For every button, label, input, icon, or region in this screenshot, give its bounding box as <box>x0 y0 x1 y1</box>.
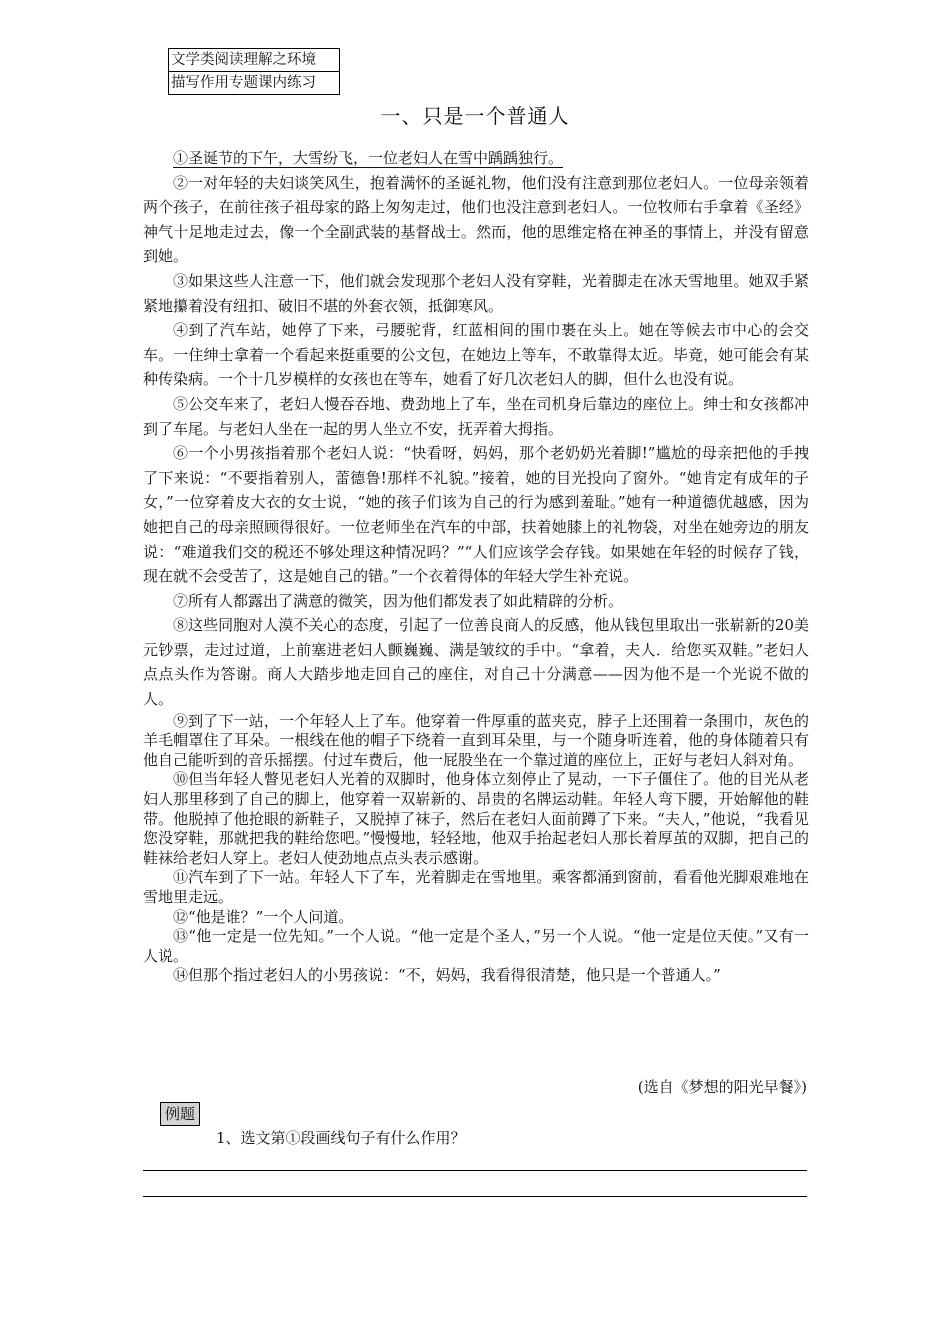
paragraph-8: ⑧这些同胞对人漠不关心的态度，引起了一位善良商人的反感，他从钱包里取出一张崭新的20美元钞票，走过过道，上前塞进老妇人颤巍巍、满是皱纹的手中。“拿着，夫人．给您买双鞋。”老妇人点点头作为答谢。商人大踏步地走回自己的座住，对自己十分满意——因为他不是一个光说不做的人。 <box>143 616 809 709</box>
paragraph-5: ⑤公交车来了，老妇人慢吞吞地、费劲地上了车，坐在司机身后靠边的座位上。绅士和女孩都冲到了车尾。与老妇人坐在一起的男人坐立不安，抚弄着大拇指。 <box>143 394 809 438</box>
paragraph-6: ⑥一个小男孩指着那个老妇人说：“快看呀，妈妈，那个老奶奶光着脚!”尴尬的母亲把他的手拽了下来说：“不要指着别人，蕾德鲁!那样不礼貌。”接着，她的目光投向了窗外。“她肯定有成年的子女，”一位穿着皮大衣的女士说，“她的孩子们该为自己的行为感到羞耻。”她有一种道德优越感，因为她把自己的母亲照顾得很好。一位老师坐在汽车的中部，扶着她膝上的礼物袋，对坐在她旁边的朋友说：“难道我们交的税还不够处理这种情况吗？”“人们应该学会存钱。如果她在年轻的时候存了钱，现在就不会受苦了，这是她自己的错。”一个衣着得体的年轻大学生补充说。 <box>143 444 809 586</box>
paragraph-10: ⑩但当年轻人瞥见老妇人光着的双脚时，他身体立刻停止了晃动，一下子僵住了。他的目光从老妇人那里移到了自己的脚上，他穿着一双崭新的、昂贵的名牌运动鞋。年轻人弯下腰，开始解他的鞋带。他脱掉了他抢眼的新鞋子，又脱掉了袜子，然后在老妇人面前蹲了下来。“夫人，”他说，“我看见您没穿鞋，那就把我的鞋给您吧。”慢慢地，轻轻地，他双手抬起老妇人那长着厚茧的双脚，把自己的鞋袜给老妇人穿上。老妇人使劲地点点头表示感谢。 <box>143 770 809 867</box>
paragraph-2: ②一对年轻的夫妇谈笑风生，抱着满怀的圣诞礼物，他们没有注意到那位老妇人。一位母亲领着两个孩子，在前往孩子祖母家的路上匆匆走过，他们也没注意到老妇人。一位牧师右手拿着《圣经》神气十足地走过去，像一个全副武装的基督战士。然而，他的思维定格在神圣的事情上，并没有留意到她。 <box>143 173 809 266</box>
paragraph-14: ⑭但那个指过老妇人的小男孩说：“不，妈妈，我看得很清楚，他只是一个普通人。” <box>173 966 721 985</box>
paragraph-9: ⑨到了下一站，一个年轻人上了车。他穿着一件厚重的蓝夹克，脖子上还围着一条围巾，灰色的羊毛帽罩住了耳朵。一根线在他的帽子下绕着一直到耳朵里，与一个随身听连着，他的身体随着只有他自己能听到的音乐摇摆。付过车费后，他一屁股坐在一个靠过道的座位上，正好与老妇人斜对角。 <box>143 711 809 769</box>
topic-tag-line-1: 文学类阅读理解之环境 <box>171 52 316 68</box>
paragraph-11: ⑪汽车到了下一站。年轻人下了车，光着脚走在雪地里。乘客都涌到窗前，看看他光脚艰难地在雪地里走远。 <box>143 868 809 906</box>
source-citation: (选自《梦想的阳光早餐》) <box>637 1078 807 1096</box>
paragraph-7: ⑦所有人都露出了满意的微笑，因为他们都发表了如此精辟的分析。 <box>173 591 624 610</box>
paragraph-1 <box>143 146 809 171</box>
article-body <box>143 146 809 986</box>
paragraph-13: ⑬“他一定是一位先知。”一个人说。“他一定是个圣人，”另一个人说。“他一定是位天使。”又有一人说。 <box>143 927 809 965</box>
article-title: 一、只是一个普通人 <box>380 104 570 128</box>
topic-tag-line-2: 描写作用专题课内练习 <box>169 71 339 94</box>
question-1: 1、选文第①段画线句子有什么作用？ <box>216 1129 466 1147</box>
answer-line-1[interactable] <box>143 1170 807 1171</box>
answer-line-2[interactable] <box>143 1196 807 1197</box>
paragraph-4: ④到了汽车站，她停了下来，弓腰驼背，红蓝相间的围巾裹在头上。她在等候去市中心的会交车。一住绅士拿着一个看起来挺重要的公文包，在她边上等车，不敢靠得太近。毕竟，她可能会有某种传染病。一个十几岁模样的女孩也在等车，她看了好几次老妇人的脚，但什么也没有说。 <box>143 321 809 389</box>
paragraph-12: ⑫“他是谁？”一个人问道。 <box>173 907 354 926</box>
paragraph-3: ③如果这些人注意一下，他们就会发现那个老妇人没有穿鞋，光着脚走在冰天雪地里。她双手紧紧地攥着没有纽扣、破旧不堪的外套衣领，抵御寒风。 <box>143 271 809 315</box>
example-label: 例题 <box>160 1102 200 1126</box>
underlined-sentence: ①圣诞节的下午，大雪纷飞，一位老妇人在雪中踽踽独行。 <box>173 149 564 167</box>
topic-tag-box <box>168 48 340 95</box>
